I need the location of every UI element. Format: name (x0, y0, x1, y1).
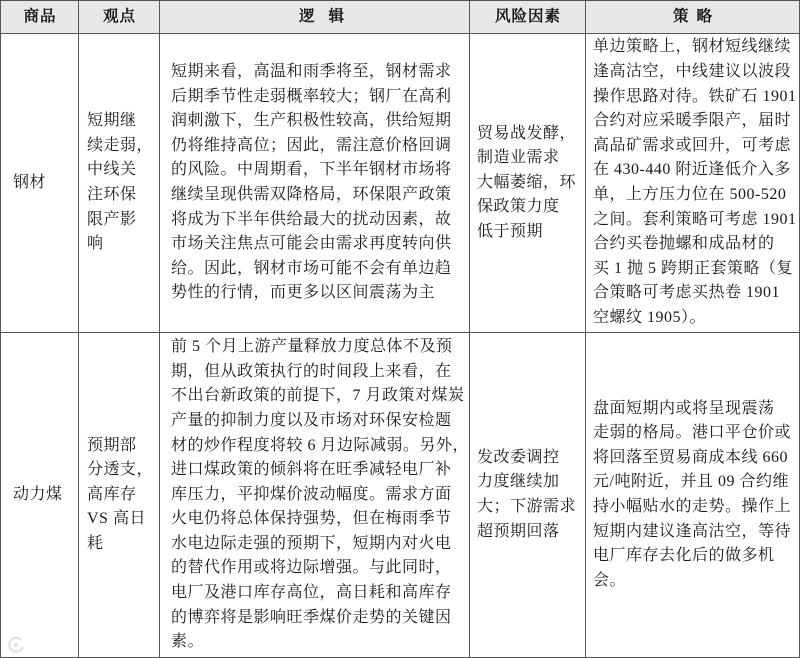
text-line: 后期季节性走弱概率较大；钢厂在高利 (171, 87, 452, 105)
text-line: 低于预期 (477, 222, 544, 240)
text-line: 继续呈现供需双降格局，环保限产政策 (171, 186, 452, 203)
risk-cell (470, 34, 586, 333)
header-cell-view (79, 0, 160, 34)
text-line: 买 1 抛 5 跨期正套策略（复 (593, 259, 794, 277)
text-line: 的风险。中周期看，下半年钢材市场将 (171, 161, 452, 179)
header-view-label: 观点 (102, 7, 136, 25)
text-line: 续走弱， (87, 136, 154, 154)
text-line: 素。 (171, 633, 205, 651)
text-line: VS 高日 (87, 510, 146, 528)
text-line: 制造业需求 (477, 149, 560, 167)
text-line: 前 5 个月上游产量释放力度总体不及预 (171, 338, 453, 356)
commodity-name: 钢材 (13, 173, 47, 191)
header-cell-commodity (0, 0, 79, 34)
text-line: 力度继续加 (477, 473, 560, 491)
text-line: 给。因此，钢材市场可能不会有单边趋 (171, 259, 452, 277)
text-line: 库压力，平抑煤价波动幅度。需求方面 (171, 485, 452, 503)
text-line: 不出台新政策的前提下，7 月政策对煤炭 (171, 387, 465, 405)
text-line: 润刺激下，生产积极性较高，供给短期 (171, 112, 452, 130)
text-line: 高库存 (87, 485, 137, 503)
text-line: 材的炒作程度将较 6 月边际减弱。另外， (171, 436, 470, 454)
text-line: 注环保 (87, 186, 137, 203)
text-line: 合约买卷抛螺和成品材的 (593, 235, 775, 253)
text-line: 的博弈将是影响旺季煤价走势的关键因 (171, 608, 452, 626)
view-cell (79, 333, 160, 658)
text-line: 限产影 (87, 210, 137, 228)
text-line: 合策略可考虑买热卷 1901 (593, 284, 781, 302)
header-cell-strategy (586, 0, 800, 34)
text-line: 大；下游需求 (477, 498, 577, 515)
text-line: 仍将维持高位；因此，需注意价格回调 (171, 136, 452, 154)
header-commodity-label: 商品 (23, 7, 57, 25)
commodity-cell (0, 34, 79, 333)
strategy-text (593, 397, 798, 594)
header-cell-risk (470, 0, 586, 34)
text-line: 超预期回落 (477, 522, 560, 540)
text-line: 电厂及港口库存高位，高日耗和高库存 (171, 584, 452, 602)
text-line: 电厂库存去化后的做多机 (593, 547, 775, 565)
logic-cell (160, 34, 470, 333)
text-line: 操作思路对待。铁矿石 1901 (593, 87, 797, 105)
text-line: 预期部 (87, 436, 137, 454)
text-line: 水电边际走强的预期下，短期内对火电 (171, 534, 452, 552)
text-line: 将回落至贸易商成本线 660 (593, 448, 789, 466)
strategy-cell (586, 333, 800, 658)
text-line: 响 (87, 235, 104, 253)
text-line: 在 430-440 附近逢低介入多 (593, 161, 791, 179)
commodity-cell (0, 333, 79, 658)
text-line: 将成为下半年供给最大的扰动因素，故 (171, 210, 452, 228)
text-line: 合约对应采暖季限产，届时 (593, 112, 792, 130)
text-line: 单，上方压力位在 500-520 (593, 186, 787, 203)
strategy-cell (586, 34, 800, 333)
text-line: 势性的行情，而更多以区间震荡为主 (171, 284, 436, 302)
text-line: 短期内建议逢高沽空，等待 (593, 522, 792, 540)
watermark-logo-icon (6, 635, 26, 655)
header-risk-label: 风险因素 (494, 7, 561, 25)
header-logic-label: 逻辑 (298, 7, 358, 25)
risk-cell (470, 333, 586, 658)
view-text (87, 434, 159, 557)
text-line: 分透支， (87, 461, 154, 479)
text-line: 元/吨附近，并且 09 合约维 (593, 473, 789, 491)
text-line: 持小幅贴水的走势。操作上 (593, 498, 792, 515)
text-line: 走弱的格局。港口平仓价或 (593, 424, 792, 442)
text-line: 保政策力度 (477, 198, 560, 216)
text-line: 进口煤政策的倾斜将在旺季减轻电厂补 (171, 461, 452, 479)
text-line: 中线关 (87, 161, 137, 179)
view-cell (79, 34, 160, 333)
view-text (87, 109, 159, 257)
text-line: 期，但从政策执行的时间段上来看，在 (171, 362, 452, 380)
text-line: 盘面短期内或将呈现震荡 (593, 399, 775, 417)
text-line: 短期来看，高温和雨季将至，钢材需求 (171, 63, 452, 81)
risk-text (477, 446, 585, 544)
commodity-name: 动力煤 (13, 485, 63, 503)
text-line: 市场关注焦点可能会由需求再度转向供 (171, 235, 452, 253)
text-line: 高品矿需求或回升，可考虑 (593, 136, 792, 154)
risk-text (477, 122, 585, 245)
text-line: 单边策略上，钢材短线继续 (593, 38, 792, 56)
logic-text (171, 60, 465, 306)
text-line: 之间。套利策略可考虑 1901 (593, 210, 797, 228)
header-cell-logic (160, 0, 470, 34)
text-line: 的替代作用或将边际增强。与此同时， (171, 559, 452, 577)
text-line: 大幅萎缩，环 (477, 173, 577, 191)
text-line: 贸易战发酵， (477, 124, 577, 142)
text-line: 逢高沽空，中线建议以波段 (593, 63, 792, 81)
logic-text (171, 335, 470, 655)
text-line: 空螺纹 1905）。 (593, 308, 707, 326)
text-line: 产量的抑制力度以及市场对环保安检题 (171, 411, 452, 429)
text-line: 发改委调控 (477, 448, 560, 466)
header-strategy-label: 策略 (672, 7, 720, 25)
logic-cell (160, 333, 470, 658)
text-line: 火电仍将总体保持强势，但在梅雨季节 (171, 510, 452, 528)
text-line: 会。 (593, 571, 627, 589)
strategy-text (593, 35, 798, 330)
text-line: 耗 (87, 534, 104, 552)
text-line: 短期继 (87, 112, 137, 130)
